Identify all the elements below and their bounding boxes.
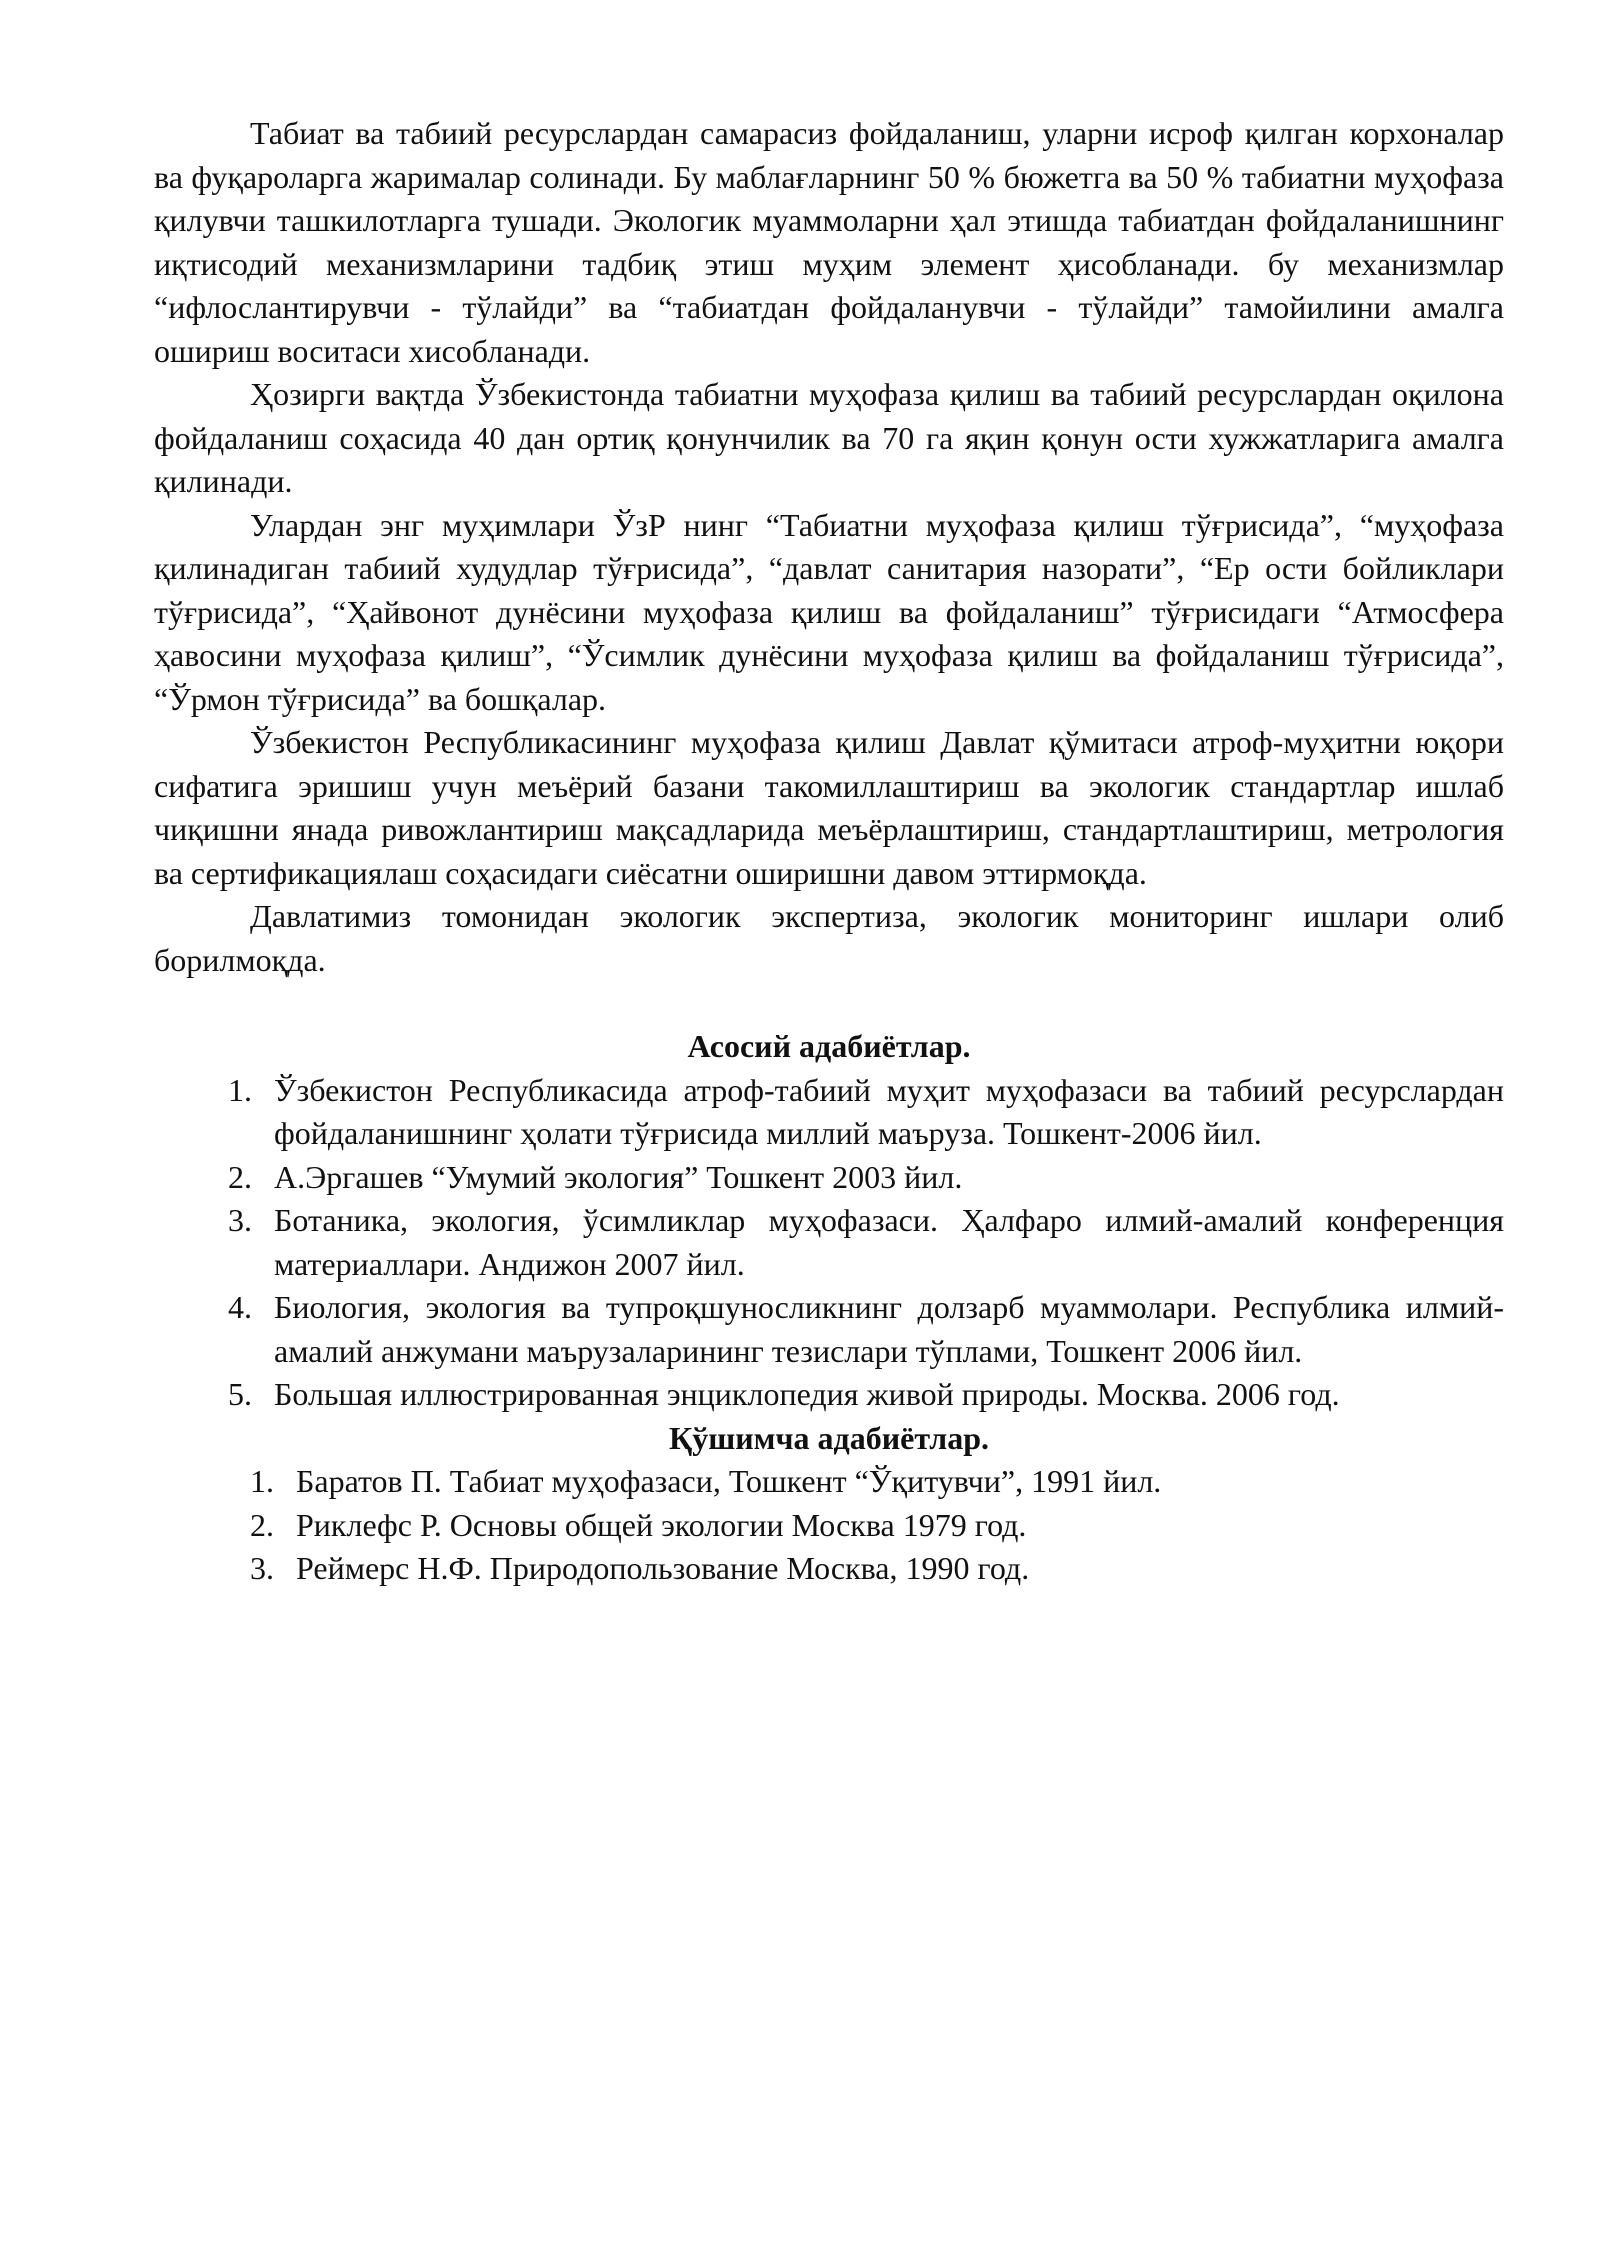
list-item-number: 1.	[250, 1463, 274, 1499]
paragraph-legislation: Ҳозирги вақтда Ўзбекистонда табиатни муҳофаза қилиш ва табиий ресурслардан оқилона фойдаланиш соҳасида 40 дан ортиқ қонунчилик ва 70 га яқин қонун ости хужжатларига амалга қилинади.	[154, 376, 1504, 499]
list-item-text: А.Эргашев “Умумий экология” Тошкент 2003 йил.	[274, 1158, 963, 1195]
list-item-number: 4.	[228, 1289, 252, 1325]
list-item-number: 3.	[228, 1202, 252, 1238]
list-item	[154, 1547, 1504, 1591]
list-item-number: 2.	[250, 1506, 274, 1543]
main-literature-heading: Асосий адабиётлар.	[687, 1028, 971, 1064]
list-item-number: 3.	[250, 1550, 274, 1586]
list-item-text: Большая иллюстрированная энциклопедия живой природы. Москва. 2006 год.	[274, 1376, 1340, 1412]
list-item-text: Риклефс Р. Основы общей экологии Москва 1979 год.	[296, 1506, 1027, 1543]
list-item	[154, 1373, 1504, 1417]
paragraph-fines: Табиат ва табиий ресурслардан самарасиз фойдаланиш, уларни исроф қилган корхоналар ва фуқароларга жарималар солинади. Бу маблағларнинг 50 % бюжетга ва 50 % табиатни муҳофаза қилувчи ташкилотларга тушади. Экологик муаммоларни ҳал этишда табиатдан фойдаланишнинг иқтисодий механизмларини тадбиқ этиш муҳим элемент ҳисобланади. бу механизмлар “ифлослантирувчи - тўлайди” ва “табиатдан фойдаланувчи - тўлайди” тамойилини амалга ошириш воситаси хисобланади.	[154, 115, 1504, 369]
main-literature-list	[154, 1069, 1504, 1417]
list-item	[154, 1156, 1504, 1200]
paragraph-expertise: Давлатимиз томонидан экологик экспертиза, экологик мониторинг ишлари олиб борилмоқда.	[154, 898, 1504, 978]
list-item	[154, 1286, 1504, 1373]
additional-literature-list	[154, 1460, 1504, 1591]
paragraph-state-committee: Ўзбекистон Республикасининг муҳофаза қилиш Давлат қўмитаси атроф-муҳитни юқори сифатига эришиш учун меъёрий базани такомиллаштириш ва экологик стандартлар ишлаб чиқишни янада ривожлантириш мақсадларида меъёрлаштириш, стандартлаштириш, метрология ва сертификациялаш соҳасидаги сиёсатни оширишни давом эттирмоқда.	[154, 724, 1504, 891]
list-item-text: Реймерс Н.Ф. Природопользование Москва, 1990 год.	[296, 1550, 1030, 1586]
additional-literature-heading: Қўшимча адабиётлар.	[669, 1419, 989, 1456]
list-item-number: 2.	[228, 1158, 252, 1195]
list-item	[154, 1069, 1504, 1156]
list-item-text: Ботаника, экология, ўсимликлар муҳофазаси. Ҳалфаро илмий-амалий конференция материаллари. Андижон 2007 йил.	[274, 1202, 1504, 1282]
document-page	[154, 112, 1504, 1591]
list-item-text: Баратов П. Табиат муҳофазаси, Тошкент “Ўқитувчи”, 1991 йил.	[296, 1463, 1162, 1499]
list-item-text: Ўзбекистон Республикасида атроф-табиий муҳит муҳофазаси ва табиий ресурслардан фойдаланишнинг ҳолати тўғрисида миллий маъруза. Тошкент-2006 йил.	[274, 1071, 1504, 1151]
list-item-number: 5.	[228, 1376, 252, 1412]
list-item-number: 1.	[228, 1071, 252, 1108]
list-item-text: Биология, экология ва тупроқшуносликнинг долзарб муаммолари. Республика илмий-амалий анжумани маърузаларининг тезислари тўплами, Тошкент 2006 йил.	[274, 1289, 1504, 1369]
list-item	[154, 1504, 1504, 1548]
paragraph-laws: Улардан энг муҳимлари ЎзР нинг “Табиатни муҳофаза қилиш тўғрисида”, “муҳофаза қилинадиган табиий худудлар тўғрисида”, “давлат санитария назорати”, “Ер ости бойликлари тўғрисида”, “Ҳайвонот дунёсини муҳофаза қилиш ва фойдаланиш” тўғрисидаги “Атмосфера ҳавосини муҳофаза қилиш”, “Ўсимлик дунёсини муҳофаза қилиш ва фойдаланиш тўғрисида”, “Ўрмон тўғрисида” ва бошқалар.	[154, 506, 1504, 717]
list-item	[154, 1460, 1504, 1504]
list-item	[154, 1199, 1504, 1286]
